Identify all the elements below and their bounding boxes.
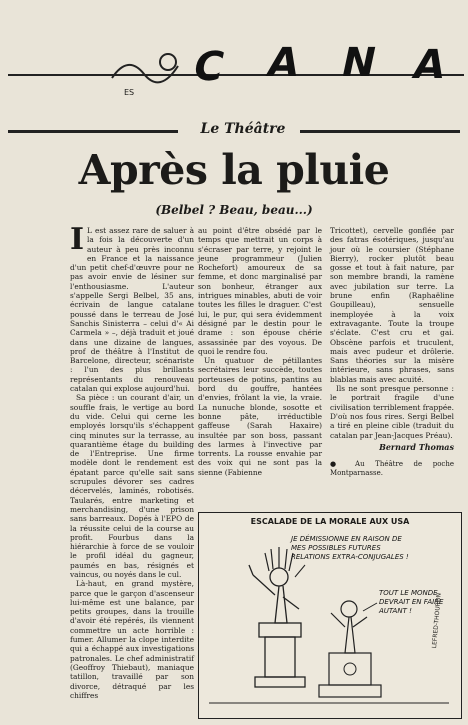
paragraph: Là-haut, en grand mystère, parce que le garçon d'ascenseur lui-même est une balance, par petits groupes, dans la trouille d'avoir été repérés, ils viennent commettre un acte horrible : fumer. Allumer la clope interdite qui a échappé aux investigations patronales. Le chef administratif (Geoffroy Thiebaut), maniaque tatillon, travaillé par son divorce, détraqué par les chiffres: [70, 579, 194, 700]
cartoon-box: [198, 512, 462, 719]
masthead-letter-n: N: [337, 40, 381, 86]
paragraph: au point d'être obsédé par le temps que mettrait un corps à s'écraser par terre, y rejoint le jeune programmeur (Julien Rochefort) amoureux de sa femme, et donc marginalisé par son bonheur, étranger aux intrigues minables, abuti de voir toutes les filles le draguer. C'est lui, le pur, qui sera évidemment désigné par le destin pour le drame : son épouse chérie assassinée par des voyous. De quoi le rendre fou.: [198, 226, 322, 356]
cartoon-title: ESCALADE DE LA MORALE AUX USA: [250, 517, 410, 526]
rubric-label: Le Théâtre: [200, 121, 286, 137]
paragraph: Tricottet), cervelle gonflée par des fatras ésotériques, jusqu'au jour où le coursier (Stéphane Bierry), rocker plutôt beau gosse et tout à fait nature, par son membre brandi, la ramène avec jubilation sur terre. La brune enfin (Raphaëline Goupilleau), sensuelle inemployée à la voix extravagante. Toute la troupe s'éclate. C'est cru et gai. Obscène parfois et truculent, mais avec pudeur et drôlerie. Sans théories sur la misère intérieure, sans phrases, sans blablas mais avec acuité.: [330, 226, 454, 384]
subhead: (Belbel ? Beau, beau...): [155, 203, 313, 217]
masthead-letter-a2: A: [409, 42, 450, 88]
cartoonist-credit: LEFRED-THOURON: [431, 592, 443, 649]
article-column-2: [198, 226, 322, 526]
paragraph: Ils ne sont presque personne : le portrait fragile d'une civilisation terriblement frappée. D'où nos fous rires. Sergi Belbel a tiré en pleine cible (traduit du catalan par Jean-Jacques Préau).: [330, 384, 454, 440]
rubric-band: [8, 121, 460, 141]
masthead-drawing: [108, 44, 188, 84]
venue-footnote: ● Au Théâtre de poche Montparnasse.: [330, 460, 454, 478]
masthead-letter-a1: A: [263, 40, 304, 86]
masthead: [8, 30, 464, 97]
drop-cap: I: [70, 222, 85, 257]
rubric-rule-left: [8, 130, 178, 133]
speech-bubble-left: JE DÉMISSIONNE EN RAISON DE MES POSSIBLES FUTURES RELATIONS EXTRA-CONJUGALES !: [291, 535, 409, 561]
paragraph: L est assez rare de saluer à la fois la découverte d'un auteur à peu près inconnu en France et la naissance d'un petit chef-d'œuvre pour ne pas avoir envie de lésiner sur l'enthousiasme. L'auteur s'appelle Sergi Belbel, 35 ans, écrivain de langue catalane poussé dans le terreau de José Sanchis Sinisterra – celui d'« Ai Carmela » –, déjà traduit et joué dans une dizaine de langues, prof de théâtre à l'Institut de Barcelone, directeur, scénariste : l'un des plus brillants représentants du renouveau catalan qui explose aujourd'hui.: [70, 226, 194, 394]
rubric-rule-right: [300, 130, 460, 133]
paragraph: Un quatuor de pétillantes secrétaires leur succède, toutes porteuses de potins, pantins au bord du gouffre, hantées d'envies, frôlant la vie, la vraie. La nunuche blonde, sosotte et bonne pâte, irréductible gaffeuse (Sarah Haxaire) insultée par son boss, passant des larmes à l'invective par torrents. La rousse envahie par des voix qui ne sont pas la sienne (Fabienne: [198, 356, 322, 477]
speech-bubble-right: TOUT LE MONDE DEVRAIT EN FAIRE AUTANT !: [379, 589, 444, 615]
paragraph: Sa pièce : un courant d'air, un souffle frais, le vertige au bord du vide. Celui qui cerne les employés lorsqu'ils s'échappent cinq minutes sur la terrasse, au quarantième étage du building de l'Entreprise. Une firme modèle dont le rendement est épatant parce qu'elle sait sans scrupules dévorer ses cadres décervelés, laminés, robotisés. Taularés, entre marketing et merchandising, d'une prison sans barreaux. Dopés à l'EPO de la réussite celui de la course au profit. Fourbus dans la hiérarchie à force de se vouloir le profil idéal du gagneur, paumés en bas, résignés et vaincus, ou noyés dans le cul.: [70, 393, 194, 579]
article-column-3: [330, 226, 454, 496]
article-column-1: [70, 222, 194, 700]
masthead-fragment: ES: [124, 88, 135, 97]
author-signature: Bernard Thomas: [379, 441, 454, 452]
headline: Après la pluie: [78, 146, 390, 194]
masthead-rule: [8, 74, 464, 76]
masthead-letter-c: C: [189, 44, 229, 90]
